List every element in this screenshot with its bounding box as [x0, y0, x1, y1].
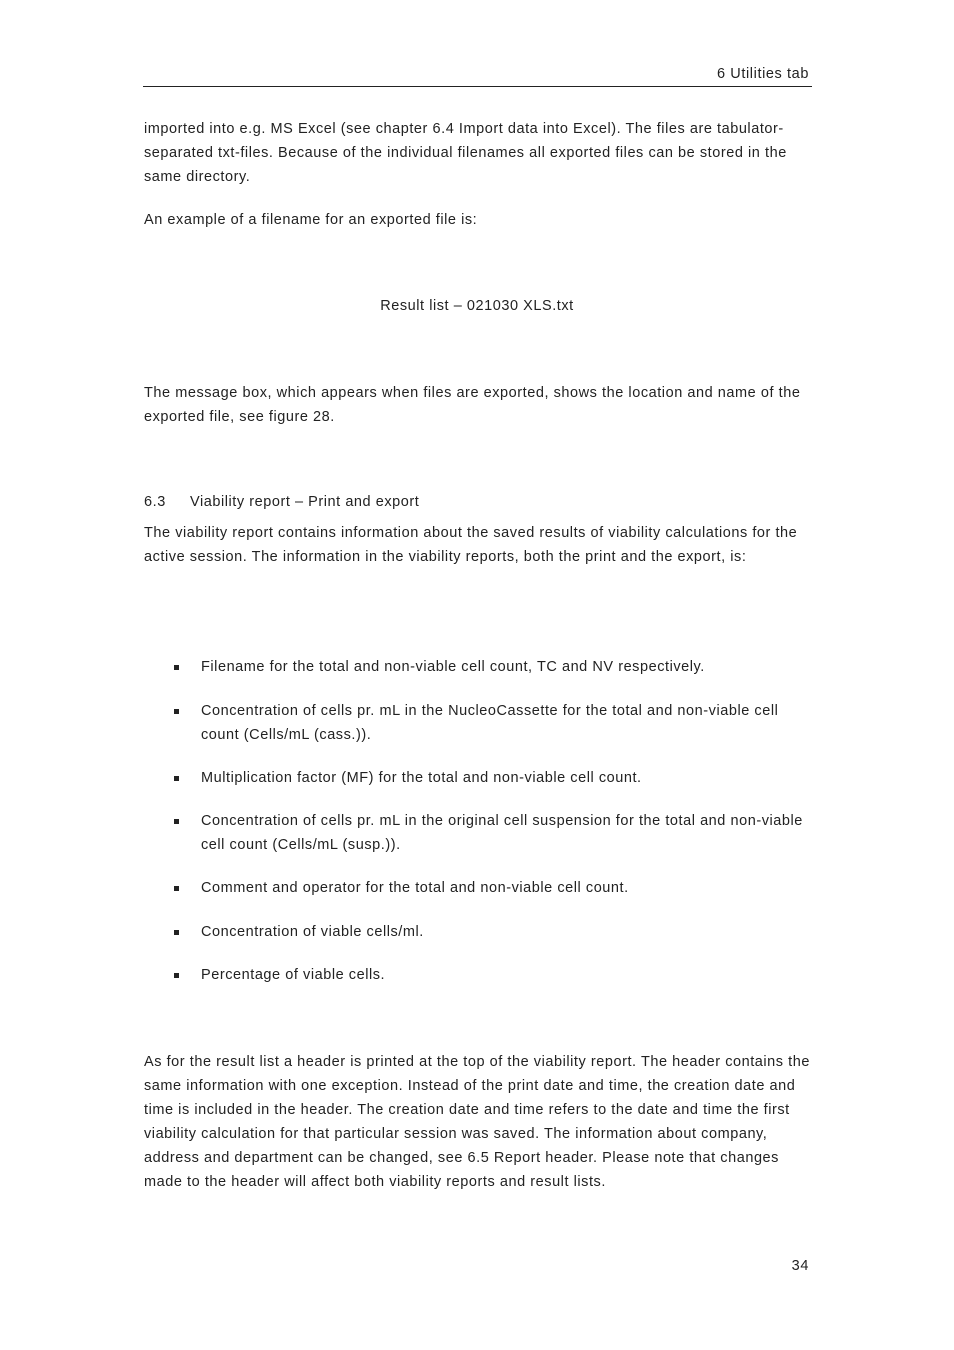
bullet-marker [174, 709, 179, 714]
bullet-item: Concentration of viable cells/ml. [174, 920, 810, 944]
section-title: Viability report – Print and export [190, 494, 420, 510]
paragraph-message-box: The message box, which appears when files are exported, shows the location and name of the exported file, see figure 28. [144, 385, 801, 425]
header-divider [143, 86, 812, 87]
example-filename: Result list – 021030 XLS.txt [380, 298, 574, 314]
running-header: 6 Utilities tab [716, 66, 809, 82]
section-number: 6.3 [144, 494, 166, 510]
paragraph-viability-report-intro: The viability report contains information about the saved results of viability calculations for the active session. The information in the viability reports, both the print and the export, is: [144, 525, 798, 565]
paragraph-report-header: As for the result list a header is printed at the top of the viability report. The header contains the same information with one exception. Instead of the print date and time, the creation date and time is included in the header. The creation date and time refers to the date and time the first viability calculation for that particular session was saved. The information about company, address and department can be changed, see 6.5 Report header. Please note that changes made to the header will affect both viability reports and result lists. [144, 1054, 810, 1190]
bullet-item: Filename for the total and non-viable cell count, TC and NV respectively. [174, 655, 810, 679]
section-heading [144, 494, 419, 510]
bullet-marker [174, 886, 179, 891]
bullet-marker [174, 776, 179, 781]
bullet-item: Multiplication factor (MF) for the total and non-viable cell count. [174, 766, 810, 790]
bullet-item: Comment and operator for the total and non-viable cell count. [174, 876, 810, 900]
bullet-marker [174, 930, 179, 935]
bullet-marker [174, 665, 179, 670]
page-number: 34 [791, 1258, 809, 1274]
bullet-marker [174, 819, 179, 824]
bullet-item: Concentration of cells pr. mL in the original cell suspension for the total and non-viable cell count (Cells/mL (susp.)). [174, 809, 810, 857]
paragraph-export-intro: imported into e.g. MS Excel (see chapter 6.4 Import data into Excel). The files are tabulator-separated txt-files. Because of the individual filenames all exported files can be stored in the same directory. [144, 121, 787, 185]
bullet-item: Percentage of viable cells. [174, 963, 810, 987]
paragraph-filename-example-intro: An example of a filename for an exported file is: [144, 212, 478, 228]
bullet-marker [174, 973, 179, 978]
bullet-item: Concentration of cells pr. mL in the NucleoCassette for the total and non-viable cell count (Cells/mL (cass.)). [174, 699, 810, 747]
